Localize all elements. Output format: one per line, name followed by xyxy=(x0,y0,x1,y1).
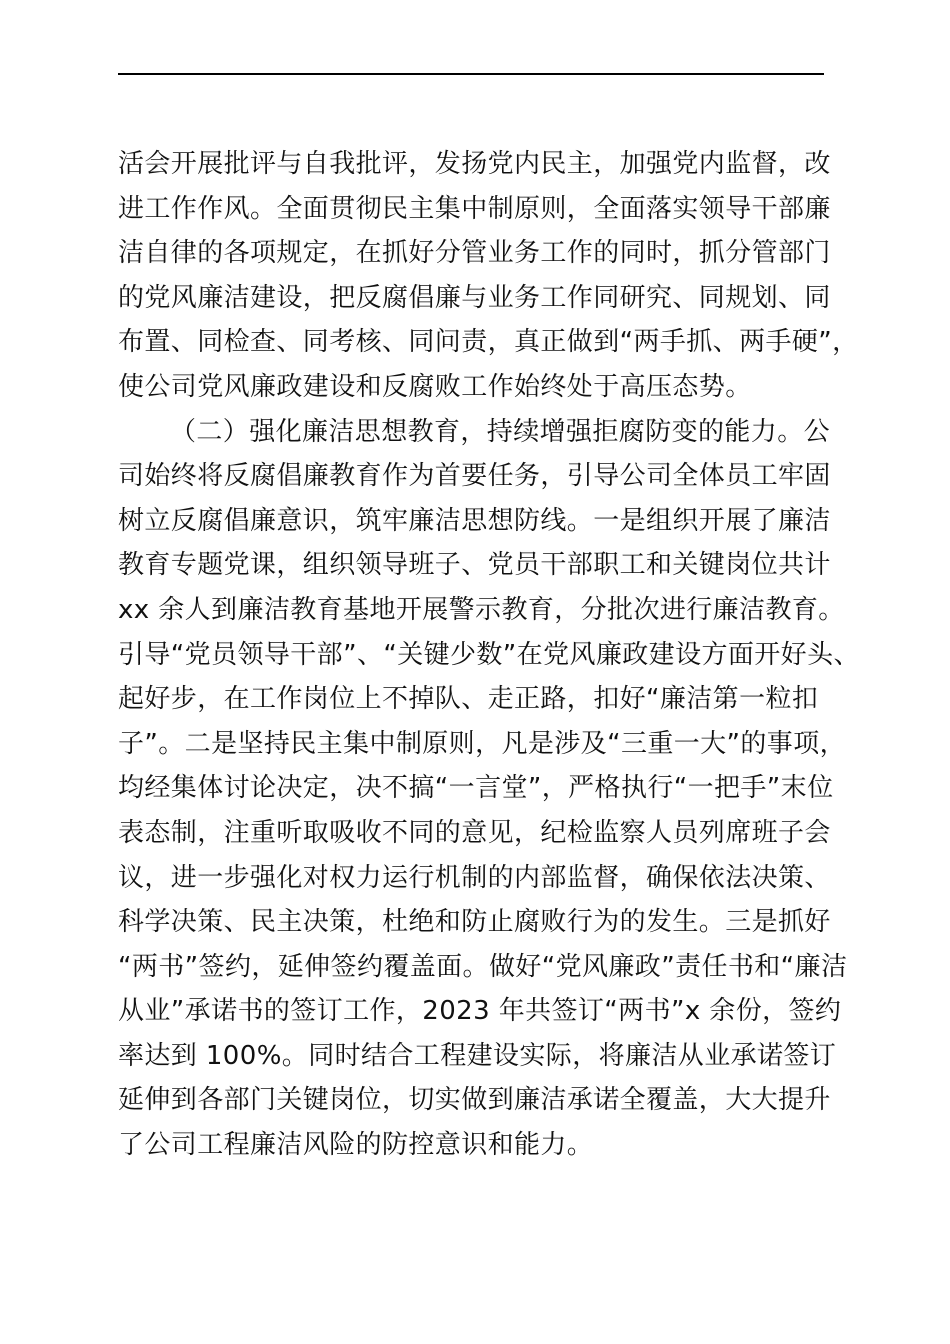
paragraph-line: 司始终将反腐倡廉教育作为首要任务，引导公司全体员工牢固 xyxy=(118,461,831,492)
paragraph-line: 子”。二是坚持民主集中制原则，凡是涉及“三重一大”的事项， xyxy=(118,728,847,759)
paragraph-line: 教育专题党课，组织领导班子、党员干部职工和关键岗位共计 xyxy=(118,550,831,581)
paragraph-line: 表态制，注重听取吸收不同的意见，纪检监察人员列席班子会 xyxy=(118,817,831,848)
paragraph-line: 均经集体讨论决定，决不搞“一言堂”，严格执行“一把手”末位 xyxy=(118,773,834,804)
paragraph-line: 洁自律的各项规定，在抓好分管业务工作的同时，抓分管部门 xyxy=(118,238,831,269)
paragraph-line: 布置、同检查、同考核、同问责，真正做到“两手抓、两手硬”， xyxy=(118,327,859,358)
paragraph-line: 的党风廉洁建设，把反腐倡廉与业务工作同研究、同规划、同 xyxy=(118,282,831,313)
paragraph-line: 树立反腐倡廉意识，筑牢廉洁思想防线。一是组织开展了廉洁 xyxy=(118,505,831,536)
paragraph-line: 了公司工程廉洁风险的防控意识和能力。 xyxy=(118,1130,594,1161)
paragraph-line: 使公司党风廉政建设和反腐败工作始终处于高压态势。 xyxy=(118,371,752,402)
paragraph-line: 起好步，在工作岗位上不掉队、走正路，扣好“廉洁第一粒扣 xyxy=(118,684,819,715)
section-heading-line: （二）强化廉洁思想教育，持续增强拒腐防变的能力。公 xyxy=(170,416,831,447)
paragraph-line: 延伸到各部门关键岗位，切实做到廉洁承诺全覆盖，大大提升 xyxy=(118,1085,831,1116)
paragraph-line: xx 余人到廉洁教育基地开展警示教育，分批次进行廉洁教育。 xyxy=(118,594,845,625)
paragraph-line: “两书”签约，延伸签约覆盖面。做好“党风廉政”责任书和“廉洁 xyxy=(118,951,848,982)
paragraph-line: 议，进一步强化对权力运行机制的内部监督，确保依法决策、 xyxy=(118,862,831,893)
paragraph-line: 引导“党员领导干部”、“关键少数”在党风廉政建设方面开好头、 xyxy=(118,639,860,670)
document-body xyxy=(118,142,860,1168)
paragraph-line: 进工作作风。全面贯彻民主集中制原则，全面落实领导干部廉 xyxy=(118,193,831,224)
paragraph-line: 率达到 100%。同时结合工程建设实际，将廉洁从业承诺签订 xyxy=(118,1040,837,1071)
header-rule xyxy=(118,73,824,75)
paragraph-line: 从业”承诺书的签订工作，2023 年共签订“两书”x 余份，签约 xyxy=(118,996,842,1027)
paragraph-line: 活会开展批评与自我批评，发扬党内民主，加强党内监督，改 xyxy=(118,149,831,179)
paragraph-line: 科学决策、民主决策，杜绝和防止腐败行为的发生。三是抓好 xyxy=(118,907,831,938)
